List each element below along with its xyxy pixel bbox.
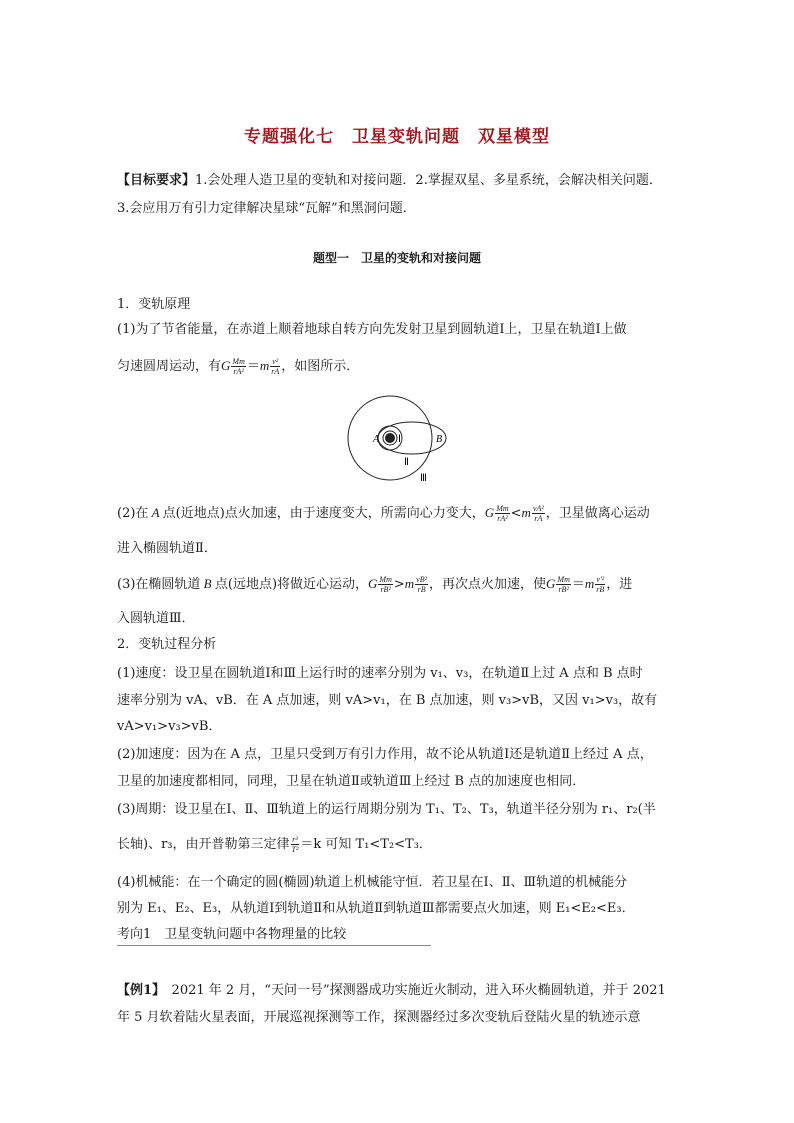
- formula-1-rhs: $\frac{\text{v²}}{rA}$: [271, 357, 280, 376]
- label-point-b: B: [436, 434, 443, 445]
- formula-1-lhs: $\frac{Mm}{\text{rA²}}$: [232, 357, 245, 376]
- para1-line1: (1)为了节省能量，在赤道上顺着地球自转方向先发射卫星到圆轨道Ⅰ上，卫星在轨道Ⅰ上做: [117, 322, 627, 337]
- analysis-2-line1: (2)加速度：因为在 A 点，卫星只受到万有引力作用，故不论从轨道Ⅰ还是轨道Ⅱ上经过 A 点，: [117, 747, 653, 762]
- para2-line1: (2)在 A 点(近地点)点火加速，由于速度变大，所需向心力变大，G $\frac{Mm}{\text{rA²}}$ <m $\frac{\text{vA²}}{rA}$ ，卫星做离心运动: [117, 504, 650, 523]
- section-heading: 题型一 卫星的变轨和对接问题: [312, 251, 481, 265]
- formula-3-rhs: $\frac{\text{vB²}}{rB}$: [416, 575, 428, 594]
- kaoxiang-heading: 考向1 卫星变轨问题中各物理量的比较: [117, 927, 347, 942]
- analysis-4-line1: (4)机械能：在一个确定的圆(椭圆)轨道上机械能守恒．若卫星在Ⅰ、Ⅱ、Ⅲ轨道的机械能分: [117, 875, 628, 890]
- divider-line: [117, 945, 431, 946]
- goal-text-1: 1.会处理人造卫星的变轨和对接问题．2.掌握双星、多星系统，会解决相关问题．: [195, 173, 662, 188]
- label-orbit-ii: Ⅱ: [404, 457, 409, 468]
- analysis-1-line2: 速率分别为 vA、vB．在 A 点加速，则 vA>v₁，在 B 点加速，则 v₃>vB，又因 v₁>v₃，故有: [117, 693, 658, 708]
- earth-dot: [385, 433, 395, 443]
- analysis-2-line2: 卫星的加速度都相同，同理，卫星在轨道Ⅱ或轨道Ⅲ上经过 B 点的加速度也相同．: [117, 774, 586, 789]
- label-orbit-iii: Ⅲ: [420, 473, 427, 484]
- heading-analysis: 2．变轨过程分析: [117, 637, 217, 652]
- para3-line2: 入圆轨道Ⅲ．: [117, 611, 195, 626]
- formula-2-lhs: $\frac{Mm}{\text{rA²}}$: [496, 504, 509, 523]
- formula-2-rhs: $\frac{\text{vA²}}{rA}$: [532, 504, 544, 523]
- formula-kepler: $\frac{\text{r³}}{\text{T²}}$: [291, 835, 299, 854]
- example-line1: 【例1】 2021 年 2 月，“天问一号”探测器成功实施近火制动，进入环火椭圆轨道，并于 2021: [117, 983, 666, 998]
- para1-line2: 匀速圆周运动，有G $\frac{Mm}{\text{rA²}}$ ＝m $\frac{\text{v²}}{rA}$ ，如图所示．: [117, 357, 360, 376]
- para3-line1: (3)在椭圆轨道 B 点(远地点)将做近心运动，G $\frac{Mm}{\text{rB²}}$ >m $\frac{\text{vB²}}{rB}$ ，再次点火加速，使G $\frac{Mm}{\text{rB²}}$ ＝m $\frac{\text{v′²}}{rB}$ ，进: [117, 575, 633, 594]
- para2-line2: 进入椭圆轨道Ⅱ．: [117, 541, 217, 556]
- example-line2: 年 5 月软着陆火星表面，开展巡视探测等工作，探测器经过多次变轨后登陆火星的轨迹示意: [117, 1010, 641, 1025]
- analysis-3-line1: (3)周期：设卫星在Ⅰ、Ⅱ、Ⅲ轨道上的运行周期分别为 T₁、T₂、T₃，轨道半径分别为 r₁、r₂(半: [117, 802, 656, 817]
- label-orbit-i: Ⅰ: [398, 434, 401, 445]
- heading-principle: 1．变轨原理: [117, 297, 191, 312]
- formula-3-lhs: $\frac{Mm}{\text{rB²}}$: [379, 575, 392, 594]
- page-title: 专题强化七 卫星变轨问题 双星模型: [244, 127, 550, 147]
- example-label: 【例1】: [117, 983, 159, 998]
- orbit-diagram: [340, 385, 460, 485]
- goal-line-1: [117, 171, 662, 191]
- analysis-4-line2: 别为 E₁、E₂、E₃，从轨道Ⅰ到轨道Ⅱ和从轨道Ⅱ到轨道Ⅲ都需要点火加速，则 E₁<E₂<E₃．: [117, 901, 635, 916]
- formula-4-lhs: $\frac{Mm}{\text{rB²}}$: [557, 575, 570, 594]
- label-point-a: A: [373, 434, 380, 445]
- goal-line-2: 3.会应用万有引力定律解决星球“瓦解”和黑洞问题．: [117, 201, 416, 216]
- analysis-3-line2: 长轴)、r₃，由开普勒第三定律 $\frac{\text{r³}}{\text{T²}}$ ＝k 可知 T₁<T₂<T₃．: [117, 835, 432, 854]
- analysis-1-line3: vA>v₁>v₃>vB．: [117, 719, 222, 734]
- formula-4-rhs: $\frac{\text{v′²}}{rB}$: [596, 575, 605, 594]
- analysis-1-line1: (1)速度：设卫星在圆轨道Ⅰ和Ⅲ上运行时的速率分别为 v₁、v₃，在轨道Ⅱ上过 A 点和 B 点时: [117, 666, 643, 681]
- goal-label: 【目标要求】: [117, 173, 196, 188]
